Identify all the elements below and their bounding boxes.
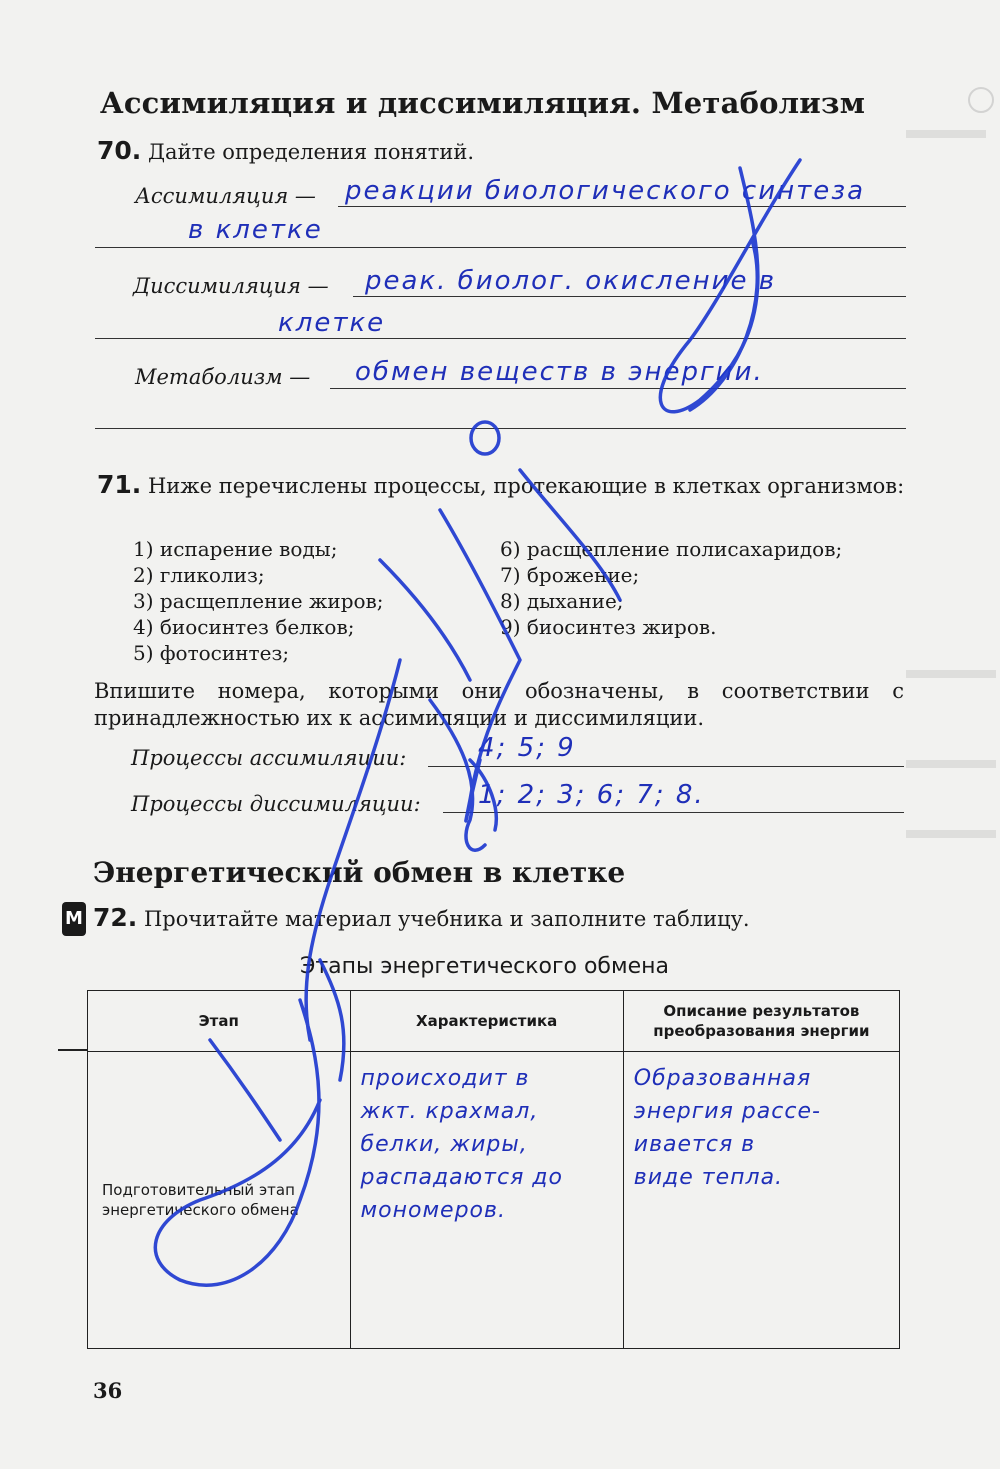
task-number: 71. — [97, 470, 142, 499]
list-item: 3) расщепление жиров; — [133, 589, 384, 613]
task-text: Прочитайте материал учебника и заполните таблицу. — [143, 907, 750, 931]
answer-line — [338, 206, 906, 207]
bleed-through-ghost — [896, 70, 1000, 950]
handwritten-line: белки, жиры, — [360, 1132, 528, 1157]
answer-line — [95, 428, 906, 429]
answer-line — [330, 388, 906, 389]
list-item: 6) расщепление полисахаридов; — [500, 537, 843, 561]
handwritten-line: происходит в — [360, 1066, 530, 1091]
list-item: 2) гликолиз; — [133, 563, 265, 587]
task-text: Ниже перечислены процессы, протекающие в клетках организмов: — [147, 474, 905, 498]
handwritten-line: ивается в — [633, 1132, 756, 1157]
handwritten-line: мономеров. — [360, 1198, 506, 1223]
list-item: 5) фотосинтез; — [133, 641, 290, 665]
page-number: 36 — [93, 1378, 123, 1403]
list-item: 7) брожение; — [500, 563, 640, 587]
handwritten-answer: в клетке — [188, 215, 323, 245]
section-title-energy-exchange: Энергетический обмен в клетке — [93, 856, 626, 889]
process-list-left — [133, 536, 384, 666]
column-header: Описание результатов преобразования энергии — [623, 991, 899, 1052]
answer-line — [428, 766, 904, 767]
list-item: 1) испарение воды; — [133, 537, 338, 561]
task-71-prompt — [97, 470, 905, 501]
handwritten-answer: 4; 5; 9 — [478, 733, 576, 763]
section-title-metabolism: Ассимиляция и диссимиляция. Метаболизм — [100, 86, 866, 120]
answer-line — [353, 296, 906, 297]
header-divider-extension — [58, 1049, 88, 1051]
answer-line — [95, 247, 906, 248]
handwritten-answer: реакции биологического синтеза — [345, 176, 866, 206]
result-cell — [623, 1052, 899, 1349]
dissimilation-processes-label: Процессы диссимиляции: — [131, 792, 421, 816]
handwritten-line: Образованная — [633, 1066, 812, 1091]
task-71-instruction: Впишите номера, которыми они обозначены, в соответствии с принадлежностью их к ассимиляции и диссимиляции. — [94, 679, 904, 730]
list-item: 4) биосинтез белков; — [133, 615, 355, 639]
task-text: Дайте определения понятий. — [147, 140, 475, 164]
task-72-prompt — [93, 903, 750, 932]
material-badge-icon: М — [62, 902, 86, 936]
column-header: Характеристика — [350, 991, 623, 1052]
stage-name: Подготовительный этап энергетического обмена — [102, 1181, 299, 1219]
answer-line — [95, 338, 906, 339]
handwritten-line: энергия рассе- — [633, 1099, 821, 1124]
task-number: 70. — [97, 136, 142, 165]
table-caption: Этапы энергетического обмена — [300, 954, 669, 979]
handwritten-answer: обмен веществ в энергии. — [355, 357, 764, 387]
term-assimilation: Ассимиляция — — [135, 184, 316, 208]
handwritten-answer: 1; 2; 3; 6; 7; 8. — [478, 780, 705, 810]
list-item: 9) биосинтез жиров. — [500, 615, 717, 639]
handwritten-line: виде тепла. — [633, 1165, 784, 1190]
energy-stages-table — [87, 990, 900, 1349]
task-number: 72. — [93, 903, 138, 932]
handwritten-characteristic — [361, 1062, 563, 1227]
term-dissimilation: Диссимиляция — — [133, 274, 329, 298]
characteristic-cell — [350, 1052, 623, 1349]
handwritten-result — [634, 1062, 821, 1194]
handwritten-line: распадаются до — [360, 1165, 563, 1190]
process-list-right — [500, 536, 842, 640]
stage-cell — [88, 1052, 351, 1349]
table-row — [88, 1052, 900, 1349]
term-metabolism: Метаболизм — — [135, 365, 311, 389]
handwritten-answer: реак. биолог. окисление в — [365, 266, 777, 296]
table-header-row — [88, 991, 900, 1052]
column-header: Этап — [88, 991, 351, 1052]
list-item: 8) дыхание; — [500, 589, 624, 613]
answer-line — [443, 812, 904, 813]
handwritten-line: жкт. крахмал, — [360, 1099, 539, 1124]
assimilation-processes-label: Процессы ассимиляции: — [131, 746, 407, 770]
handwritten-answer: клетке — [278, 308, 386, 338]
task-70-prompt — [97, 136, 474, 165]
